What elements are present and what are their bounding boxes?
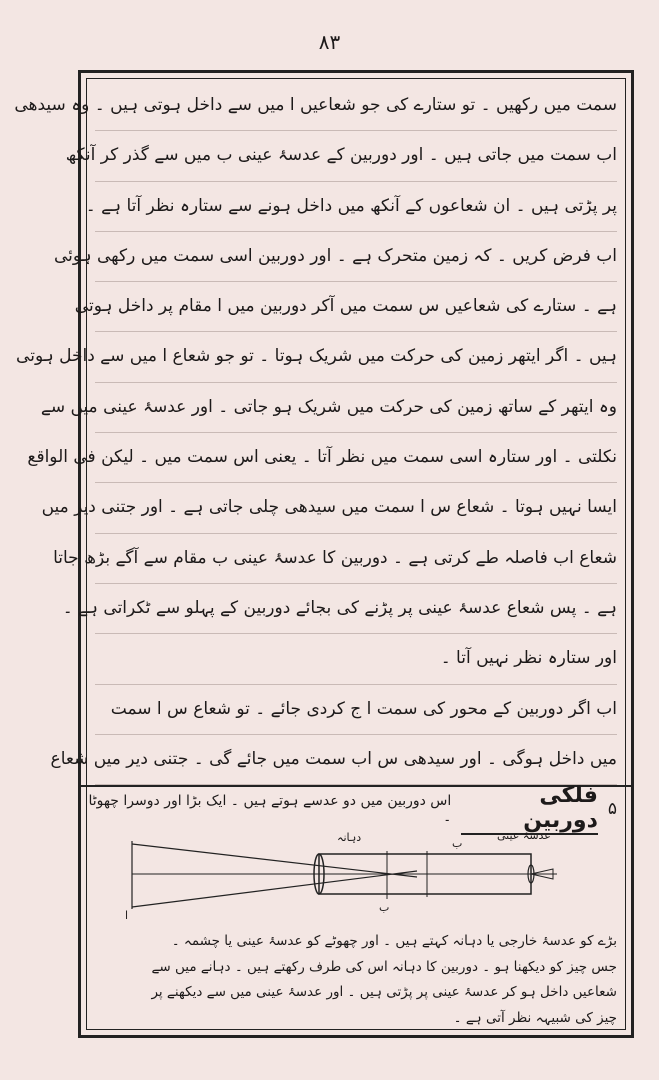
section-title: فلکی دوربین [461, 783, 598, 835]
point-label-b: ب [452, 837, 463, 850]
telescope-drawing [87, 829, 617, 929]
text-line: اب فرض کریں ۔ کہ زمین متحرک ہے ۔ اور دوربین اسی سمت میں رکھی ہوئی [95, 232, 617, 282]
section-heading [87, 783, 625, 833]
page-frame [14, 70, 634, 1038]
telescope-diagram [87, 829, 625, 929]
text-line: شعاع اب فاصلہ طے کرتی ہے ۔ دوربین کا عدسۂ عینی ب مقام سے آگے بڑھ جاتا [95, 534, 617, 584]
point-label-c: ب [379, 901, 390, 914]
section-line: جس چیز کو دیکھنا ہو ۔ دوربین کا دہانہ اس کی طرف رکھتے ہیں ۔ دہانے میں سے [151, 958, 617, 975]
ray-line [132, 844, 417, 877]
section-text [87, 929, 625, 1031]
section-line: شعاعیں داخل ہو کر عدسۂ عینی پر پڑتی ہیں ۔ اور عدسۂ عینی میں سے دیکھنے پر [151, 984, 617, 1000]
text-line: ہے ۔ ستارے کی شعاعیں س سمت میں آکر دوربین میں ا مقام پر داخل ہوتی [95, 282, 617, 332]
section-line: چیز کی شبیہہ نظر آتی ہے ۔ [453, 1009, 617, 1026]
text-line: ایسا نہیں ہوتا ۔ شعاع س ا سمت میں سیدھی چلی جاتی ہے ۔ اور جتنی دیر میں [95, 483, 617, 533]
point-label-a: ا [125, 909, 129, 922]
text-line: نکلتی ۔ اور ستارہ اسی سمت میں نظر آتا ۔ یعنی اس سمت میں ۔ لیکن فی الواقع [95, 433, 617, 483]
text-line: اب اگر دوربین کے محور کی سمت ا ج کردی جائے ۔ تو شعاع س ا سمت [95, 685, 617, 735]
text-line: پر پڑتی ہیں ۔ ان شعاعوں کے آنکھ میں داخل ہونے سے ستارہ نظر آتا ہے ۔ [95, 182, 617, 232]
section-line: بڑے کو عدسۂ خارجی یا دہانہ کہتے ہیں ۔ اور چھوٹے کو عدسۂ عینی یا چشمہ ۔ [171, 933, 617, 949]
text-line: سمت میں رکھیں ۔ تو ستارے کی جو شعاعیں ا میں سے داخل ہوتی ہیں ۔ وہ سیدھی [95, 81, 617, 131]
text-line: ہیں ۔ اگر ایتھر زمین کی حرکت میں شریک ہوتا ۔ تو جو شعاع ا میں سے داخل ہوتی [95, 332, 617, 382]
body-text [14, 81, 617, 785]
section-description: اس دوربین میں دو عدسے ہوتے ہیں ۔ ایک بڑا اور دوسرا چھوٹا ۔ [88, 793, 452, 825]
ray-line [132, 871, 417, 907]
telescope-section [87, 783, 625, 1029]
mouth-label: دہانہ [337, 831, 362, 844]
section-number: ۵ [607, 799, 617, 819]
text-line: میں داخل ہوگی ۔ اور سیدھی س اب سمت میں جائے گی ۔ جتنی دیر میں شعاع [95, 735, 617, 785]
eyepiece-label: عدسۂ عینی [497, 829, 551, 842]
text-line: ہے ۔ پس شعاع عدسۂ عینی پر پڑنے کی بجائے دوربین کے پہلو سے ٹکراتی ہے ۔ [95, 584, 617, 634]
page-number: ۸۳ [318, 30, 341, 54]
text-line: وہ ایتھر کے ساتھ زمین کی حرکت میں شریک ہو جاتی ۔ اور عدسۂ عینی میں سے [95, 383, 617, 433]
text-line: اور ستارہ نظر نہیں آتا ۔ [95, 634, 617, 684]
text-line: اب سمت میں جاتی ہیں ۔ اور دوربین کے عدسۂ عینی ب میں سے گذر کر آنکھ [95, 131, 617, 181]
